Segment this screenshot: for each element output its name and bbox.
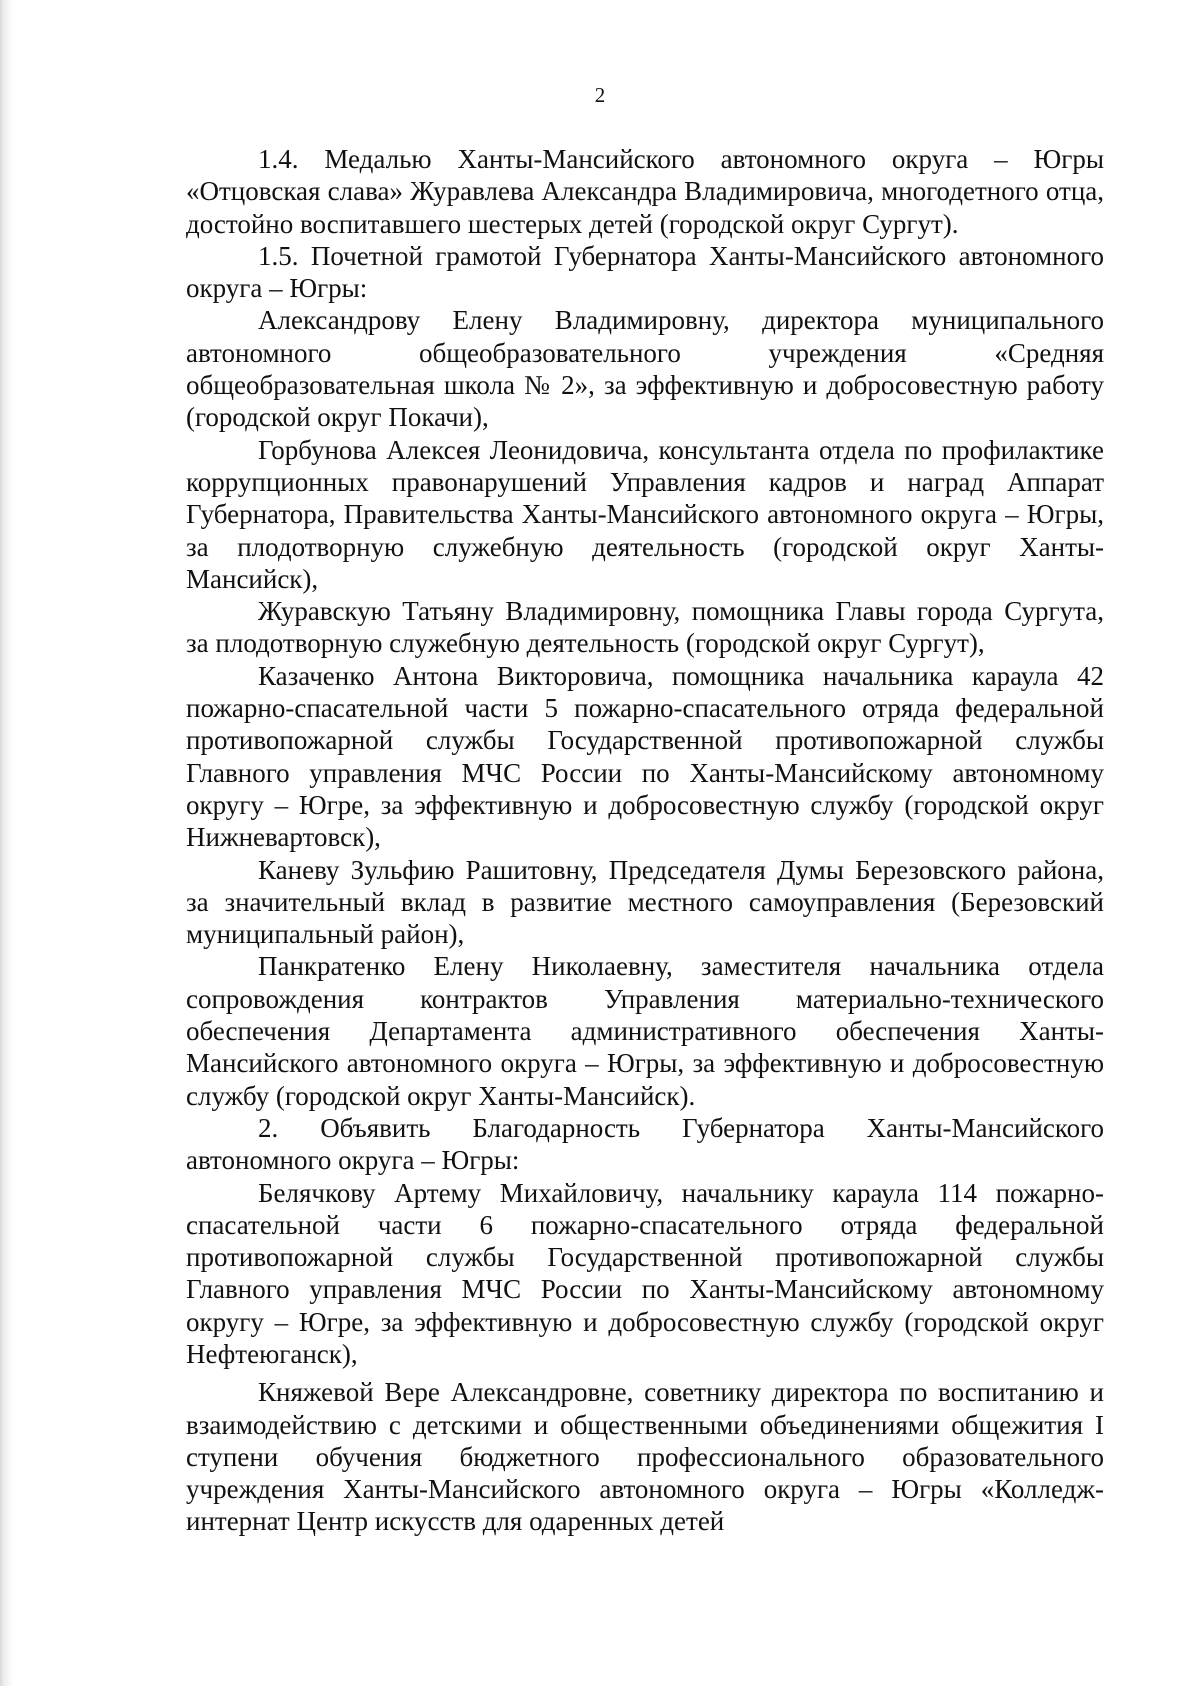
paragraph-gorbunov: Горбунова Алексея Леонидовича, консультанта отдела по профилактике коррупционных правонарушений Управления кадров и наград Аппарат Губернатора, Правительства Ханты-Мансийского автономного округа – Югры, за плодотворную служебную деятельность (городской округ Ханты-Мансийск), [186, 434, 1104, 594]
paragraph-medal: 1.4. Медалью Ханты-Мансийского автономного округа – Югры «Отцовская слава» Журавлева Александра Владимировича, многодетного отца, достойно воспитавшего шестерых детей (городской округ Сургут). [186, 144, 1104, 239]
paragraph-pankratenko: Панкратенко Елену Николаевну, заместителя начальника отдела сопровождения контрактов Управления материально-технического обеспечения Департамента административного обеспечения Ханты-Мансийского автономного округа – Югры, за эффективную и добросовестную службу (городской округ Ханты-Мансийск). [186, 951, 1104, 1111]
paragraph-kaneva: Каневу Зульфию Рашитовну, Председателя Думы Березовского района, за значительный вклад в развитие местного самоуправления (Березовский муниципальный район), [186, 854, 1104, 950]
paragraph-aleksandrova: Александрову Елену Владимировну, директора муниципального автономного общеобразовательного учреждения «Средняя общеобразовательная школа № 2», за эффективную и добросовестную работу (городской округ Покачи), [186, 305, 1104, 433]
paragraph-kazachenko: Казаченко Антона Викторовича, помощника начальника караула 42 пожарно-спасательной части 5 пожарно-спасательного отряда федеральной противопожарной службы Государственной противопожарной службы Главного управления МЧС России по Ханты-Мансийскому автономному округу – Югре, за эффективную и добросовестную службу (городской округ Нижневартовск), [186, 660, 1104, 853]
paragraph-belyachkov: Белячкову Артему Михайловичу, начальнику караула 114 пожарно-спасательной части 6 пожарно-спасательного отряда федеральной противопожарной службы Государственной противопожарной службы Главного управления МЧС России по Ханты-Мансийскому автономному округу – Югре, за эффективную и добросовестную службу (городской округ Нефтеюганск), [186, 1177, 1104, 1369]
document-body [186, 143, 1104, 1538]
page-number: 2 [594, 83, 606, 107]
scan-edge [0, 0, 14, 1686]
paragraph-zhuravskaya: Журавскую Татьяну Владимировну, помощника Главы города Сургута, за плодотворную служебную деятельность (городской округ Сургут), [186, 596, 1104, 659]
paragraph-knyazheva: Княжевой Вере Александровне, советнику директора по воспитанию и взаимодействию с детскими и общественными объединениями общежития I ступени обучения бюджетного профессионального образовательного учреждения Ханты-Мансийского автономного округа – Югры «Колледж-интернат Центр искусств для одаренных детей [186, 1377, 1104, 1537]
paragraph-gratitude-heading: 2. Объявить Благодарность Губернатора Ханты-Мансийского автономного округа – Югры: [186, 1112, 1104, 1176]
paragraph-certificate-heading: 1.5. Почетной грамотой Губернатора Ханты-Мансийского автономного округа – Югры: [186, 240, 1104, 304]
